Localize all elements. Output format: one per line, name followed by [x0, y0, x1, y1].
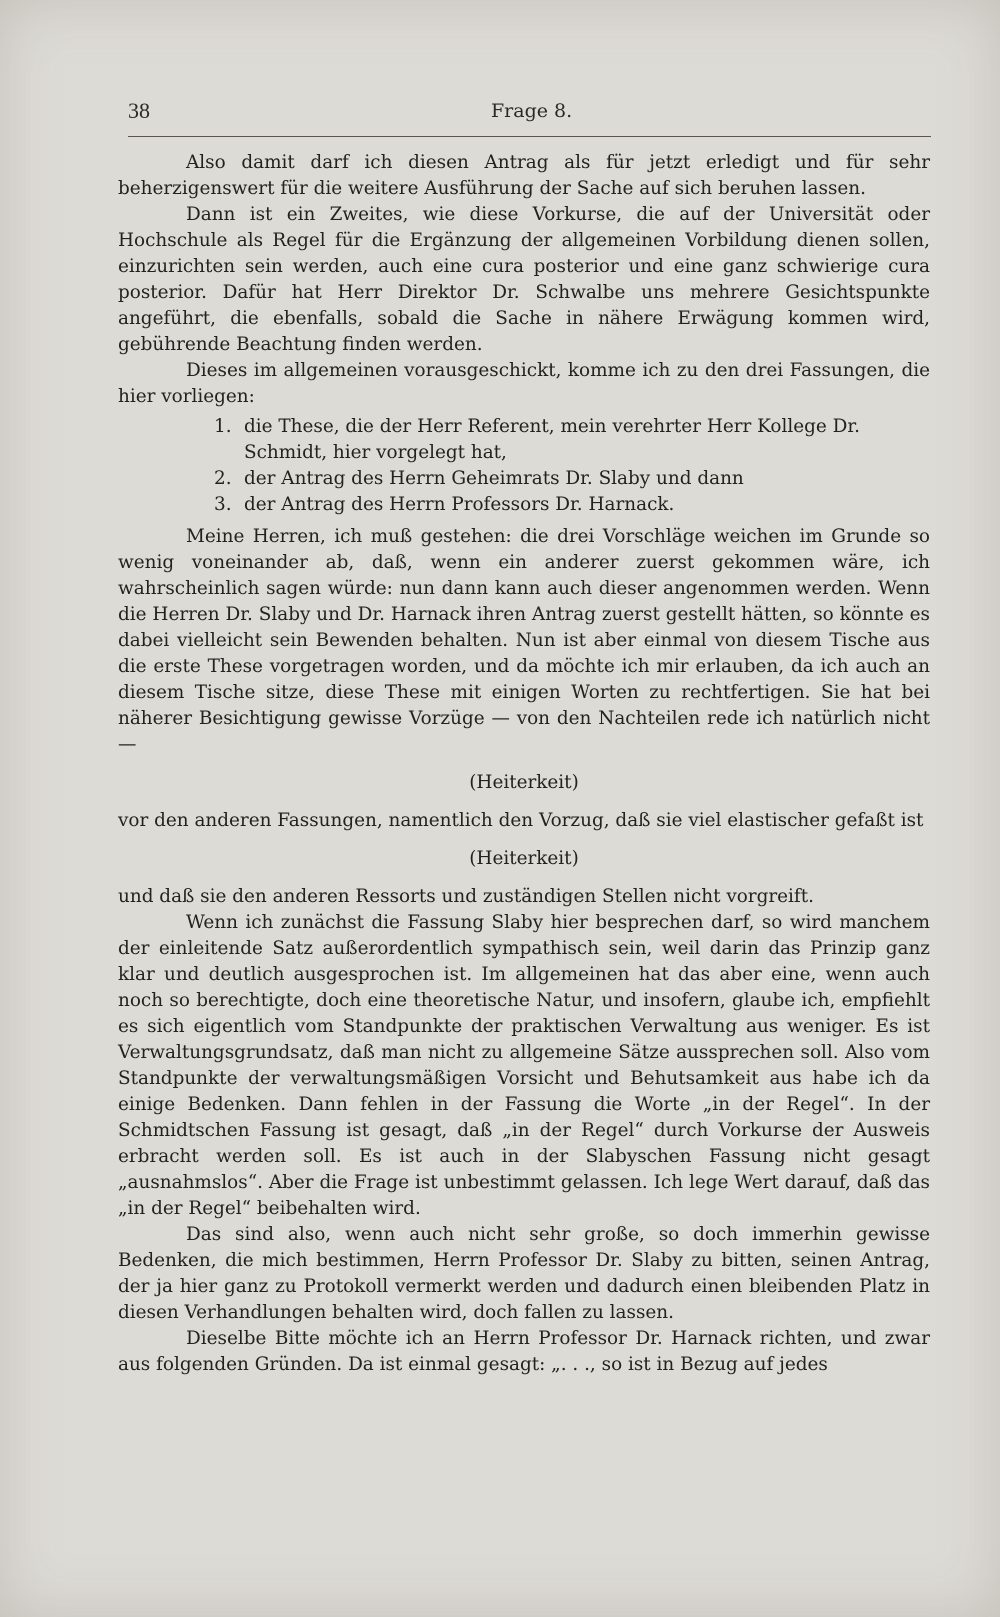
list-text: die These, die der Herr Referent, mein verehrter Herr Kollege Dr. Schmidt, hier vorgelegt hat,: [244, 416, 861, 463]
list-text: der Antrag des Herrn Geheimrats Dr. Slaby und dann: [244, 468, 744, 489]
body-text: [118, 150, 930, 1378]
paragraph: Das sind also, wenn auch nicht sehr große, so doch immerhin gewisse Bedenken, die mich bestimmen, Herrn Professor Dr. Slaby zu bitten, seinen Antrag, der ja hier ganz zu Protokoll vermerkt werden und dadurch einen bleibenden Platz in diesen Verhandlungen behalten wird, doch fallen zu lassen.: [118, 1224, 930, 1323]
page-number: 38: [128, 98, 150, 123]
paragraph: Dieses im allgemeinen vorausgeschickt, komme ich zu den drei Fassungen, die hier vorliegen:: [118, 360, 930, 407]
list-number: 1.: [214, 416, 232, 437]
running-title: Frage 8.: [491, 100, 573, 122]
paragraph-continuation: vor den anderen Fassungen, namentlich den Vorzug, daß sie viel elastischer gefaßt ist: [118, 810, 924, 831]
page-header: [128, 98, 928, 138]
list-number: 2.: [214, 468, 232, 489]
list-item: [118, 414, 930, 466]
header-rule: [128, 136, 931, 137]
paragraph-continuation: und daß sie den anderen Ressorts und zuständigen Stellen nicht vorgreift.: [118, 886, 814, 907]
list-text: der Antrag des Herrn Professors Dr. Harnack.: [244, 494, 675, 515]
stage-direction: (Heiterkeit): [469, 772, 579, 793]
numbered-list: [118, 414, 930, 518]
list-item: [118, 492, 930, 518]
paragraph: Dieselbe Bitte möchte ich an Herrn Professor Dr. Harnack richten, und zwar aus folgenden Gründen. Da ist einmal gesagt: „. . ., so ist in Bezug auf jedes: [118, 1328, 930, 1375]
list-number: 3.: [214, 494, 232, 515]
paragraph: Wenn ich zunächst die Fassung Slaby hier besprechen darf, so wird manchem der einleitende Satz außerordentlich sympathisch sein, weil darin das Prinzip ganz klar und deutlich ausgesprochen ist. Im allgemeinen hat das aber eine, wenn auch noch so berechtigte, doch eine theoretische Natur, und insofern, glaube ich, empfiehlt es sich eigentlich vom Standpunkte der praktischen Verwaltung aus weniger. Es ist Verwaltungsgrundsatz, daß man nicht zu allgemeine Sätze aussprechen soll. Also vom Standpunkte der verwaltungsmäßigen Vorsicht und Behutsamkeit aus habe ich da einige Bedenken. Dann fehlen in der Fassung die Worte „in der Regel“. In der Schmidtschen Fassung ist gesagt, daß „in der Regel“ durch Vorkurse der Ausweis erbracht werden soll. Es ist auch in der Slabyschen Fassung nicht gesagt „ausnahmslos“. Aber die Frage ist unbestimmt gelassen. Ich lege Wert darauf, daß das „in der Regel“ beibehalten wird.: [118, 912, 930, 1219]
list-item: [118, 466, 930, 492]
paragraph: Dann ist ein Zweites, wie diese Vorkurse, die auf der Universität oder Hochschule als Regel für die Ergänzung der allgemeinen Vorbildung dienen sollen, einzurichten sein werden, auch eine cura posterior und eine ganz schwierige cura posterior. Dafür hat Herr Direktor Dr. Schwalbe uns mehrere Gesichtspunkte angeführt, die ebenfalls, sobald die Sache in nähere Erwägung kommen wird, gebührende Beachtung finden werden.: [118, 204, 930, 355]
paragraph: Meine Herren, ich muß gestehen: die drei Vorschläge weichen im Grunde so wenig voneinander ab, daß, wenn ein anderer zuerst gekommen wäre, ich wahrscheinlich sagen würde: nun dann kann auch dieser angenommen werden. Wenn die Herren Dr. Slaby und Dr. Harnack ihren Antrag zuerst gestellt hätten, so könnte es dabei vielleicht sein Bewenden behalten. Nun ist aber einmal von diesem Tische aus die erste These vorgetragen worden, und da möchte ich mir erlauben, da ich auch an diesem Tische sitze, diese These mit einigen Worten zu rechtfertigen. Sie hat bei näherer Besichtigung gewisse Vorzüge — von den Nachteilen rede ich natürlich nicht —: [118, 526, 930, 755]
stage-direction: (Heiterkeit): [469, 848, 579, 869]
paragraph: Also damit darf ich diesen Antrag als für jetzt erledigt und für sehr beherzigenswert für die weitere Ausführung der Sache auf sich beruhen lassen.: [118, 152, 930, 199]
